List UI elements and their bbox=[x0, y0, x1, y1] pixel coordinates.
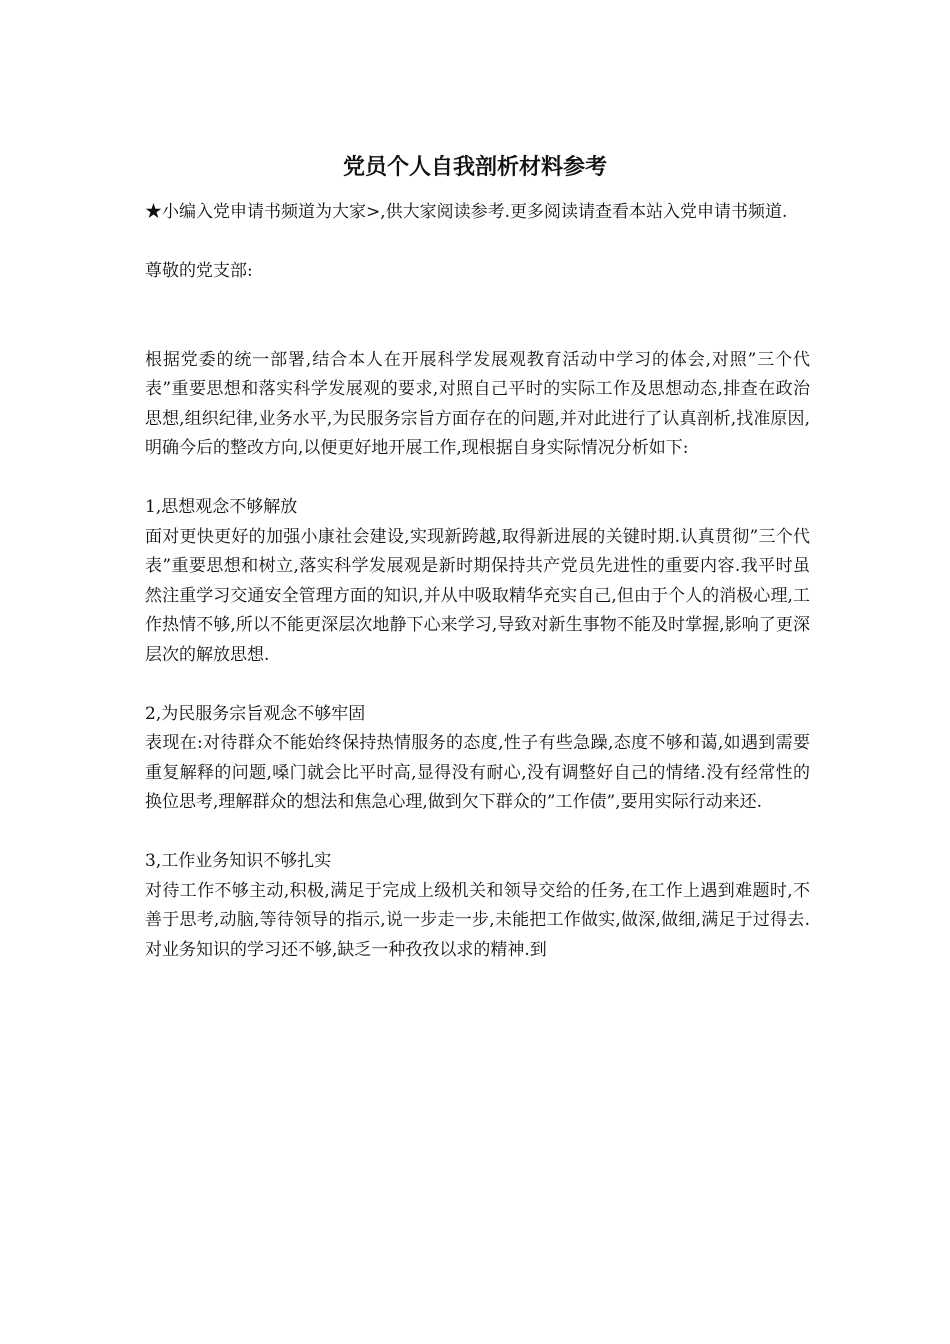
paragraph-gap bbox=[145, 287, 810, 317]
document-body bbox=[145, 198, 810, 965]
paragraph-gap bbox=[145, 670, 810, 700]
paragraph-gap bbox=[145, 228, 810, 258]
salutation: 尊敬的党支部: bbox=[145, 261, 253, 281]
document-title: 党员个人自我剖析材料参考 bbox=[342, 154, 607, 180]
section-text-3: 对待工作不够主动,积极,满足于完成上级机关和领导交给的任务,在工作上遇到难题时,不善于思考,动脑,等待领导的指示,说一步走一步,未能把工作做实,做深,做细,满足于过得去.对业务知识的学习还不够,缺乏一种孜孜以求的精神.到 bbox=[145, 880, 810, 960]
section-text-1: 面对更快更好的加强小康社会建设,实现新跨越,取得新进展的关键时期.认真贯彻”三个代表”重要思想和树立,落实科学发展观是新时期保持共产党员先进性的重要内容.我平时虽然注重学习交通安全管理方面的知识,并从中吸取精华充实自己,但由于个人的消极心理,工作热情不够,所以不能更深层次地静下心来学习,导致对新生事物不能及时掌握,影响了更深层次的解放思想. bbox=[145, 526, 810, 665]
paragraph-gap bbox=[145, 316, 810, 346]
intro-paragraph: ★小编入党申请书频道为大家>,供大家阅读参考.更多阅读请查看本站入党申请书频道. bbox=[145, 202, 788, 222]
section-heading-2: 2,为民服务宗旨观念不够牢固 bbox=[145, 703, 366, 724]
section-text-2: 表现在:对待群众不能始终保持热情服务的态度,性子有些急躁,态度不够和蔼,如遇到需要重复解释的问题,嗓门就会比平时高,显得没有耐心,没有调整好自己的情绪.没有经常性的换位思考,理解群众的想法和焦急心理,做到欠下群众的”工作债”,要用实际行动来还. bbox=[145, 733, 810, 812]
section-heading-3: 3,工作业务知识不够扎实 bbox=[145, 851, 332, 871]
paragraph-gap bbox=[145, 464, 810, 494]
opening-paragraph: 根据党委的统一部署,结合本人在开展科学发展观教育活动中学习的体会,对照”三个代表”重要思想和落实科学发展观的要求,对照自己平时的实际工作及思想动态,排查在政治思想,组织纪律,业务水平,为民服务宗旨方面存在的问题,并对此进行了认真剖析,找准原因,明确今后的整改方向,以便更好地开展工作,现根据自身实际情况分析如下: bbox=[145, 349, 810, 458]
paragraph-gap bbox=[145, 818, 810, 848]
section-heading-1: 1,思想观念不够解放 bbox=[145, 497, 298, 517]
